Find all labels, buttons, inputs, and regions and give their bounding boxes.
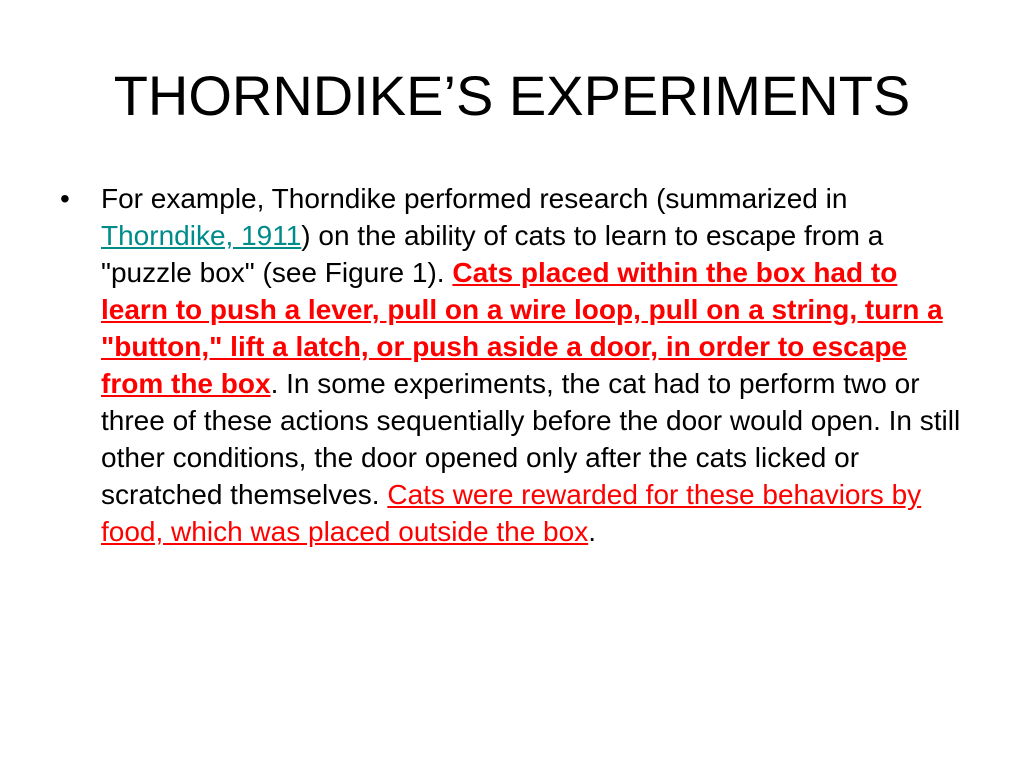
body-text-intro: For example, Thorndike performed research (summarized in	[101, 183, 848, 214]
slide-title: THORNDIKE’S EXPERIMENTS	[113, 64, 911, 127]
body-text-conditions: . In some experiments, the cat had to perform two or three of these actions sequentially before the door would open. In still other conditions, the door opened only after the cats licked or scratched themselves.	[101, 368, 961, 510]
body-text-end: .	[588, 516, 596, 547]
citation-link[interactable]: Thorndike, 1911	[101, 220, 302, 251]
highlight-food-reward: Cats were rewarded for these behaviors by food, which was placed outside the box	[101, 479, 922, 547]
bullet-list	[60, 180, 965, 550]
list-item	[60, 180, 965, 550]
bullet-icon: •	[60, 183, 70, 214]
body-text-puzzle-box: ) on the ability of cats to learn to escape from a "puzzle box" (see Figure 1).	[101, 220, 884, 288]
highlight-escape-actions: Cats placed within the box had to learn to push a lever, pull on a wire loop, pull on a string, turn a "button," lift a latch, or push aside a door, in order to escape from the box	[101, 257, 943, 399]
